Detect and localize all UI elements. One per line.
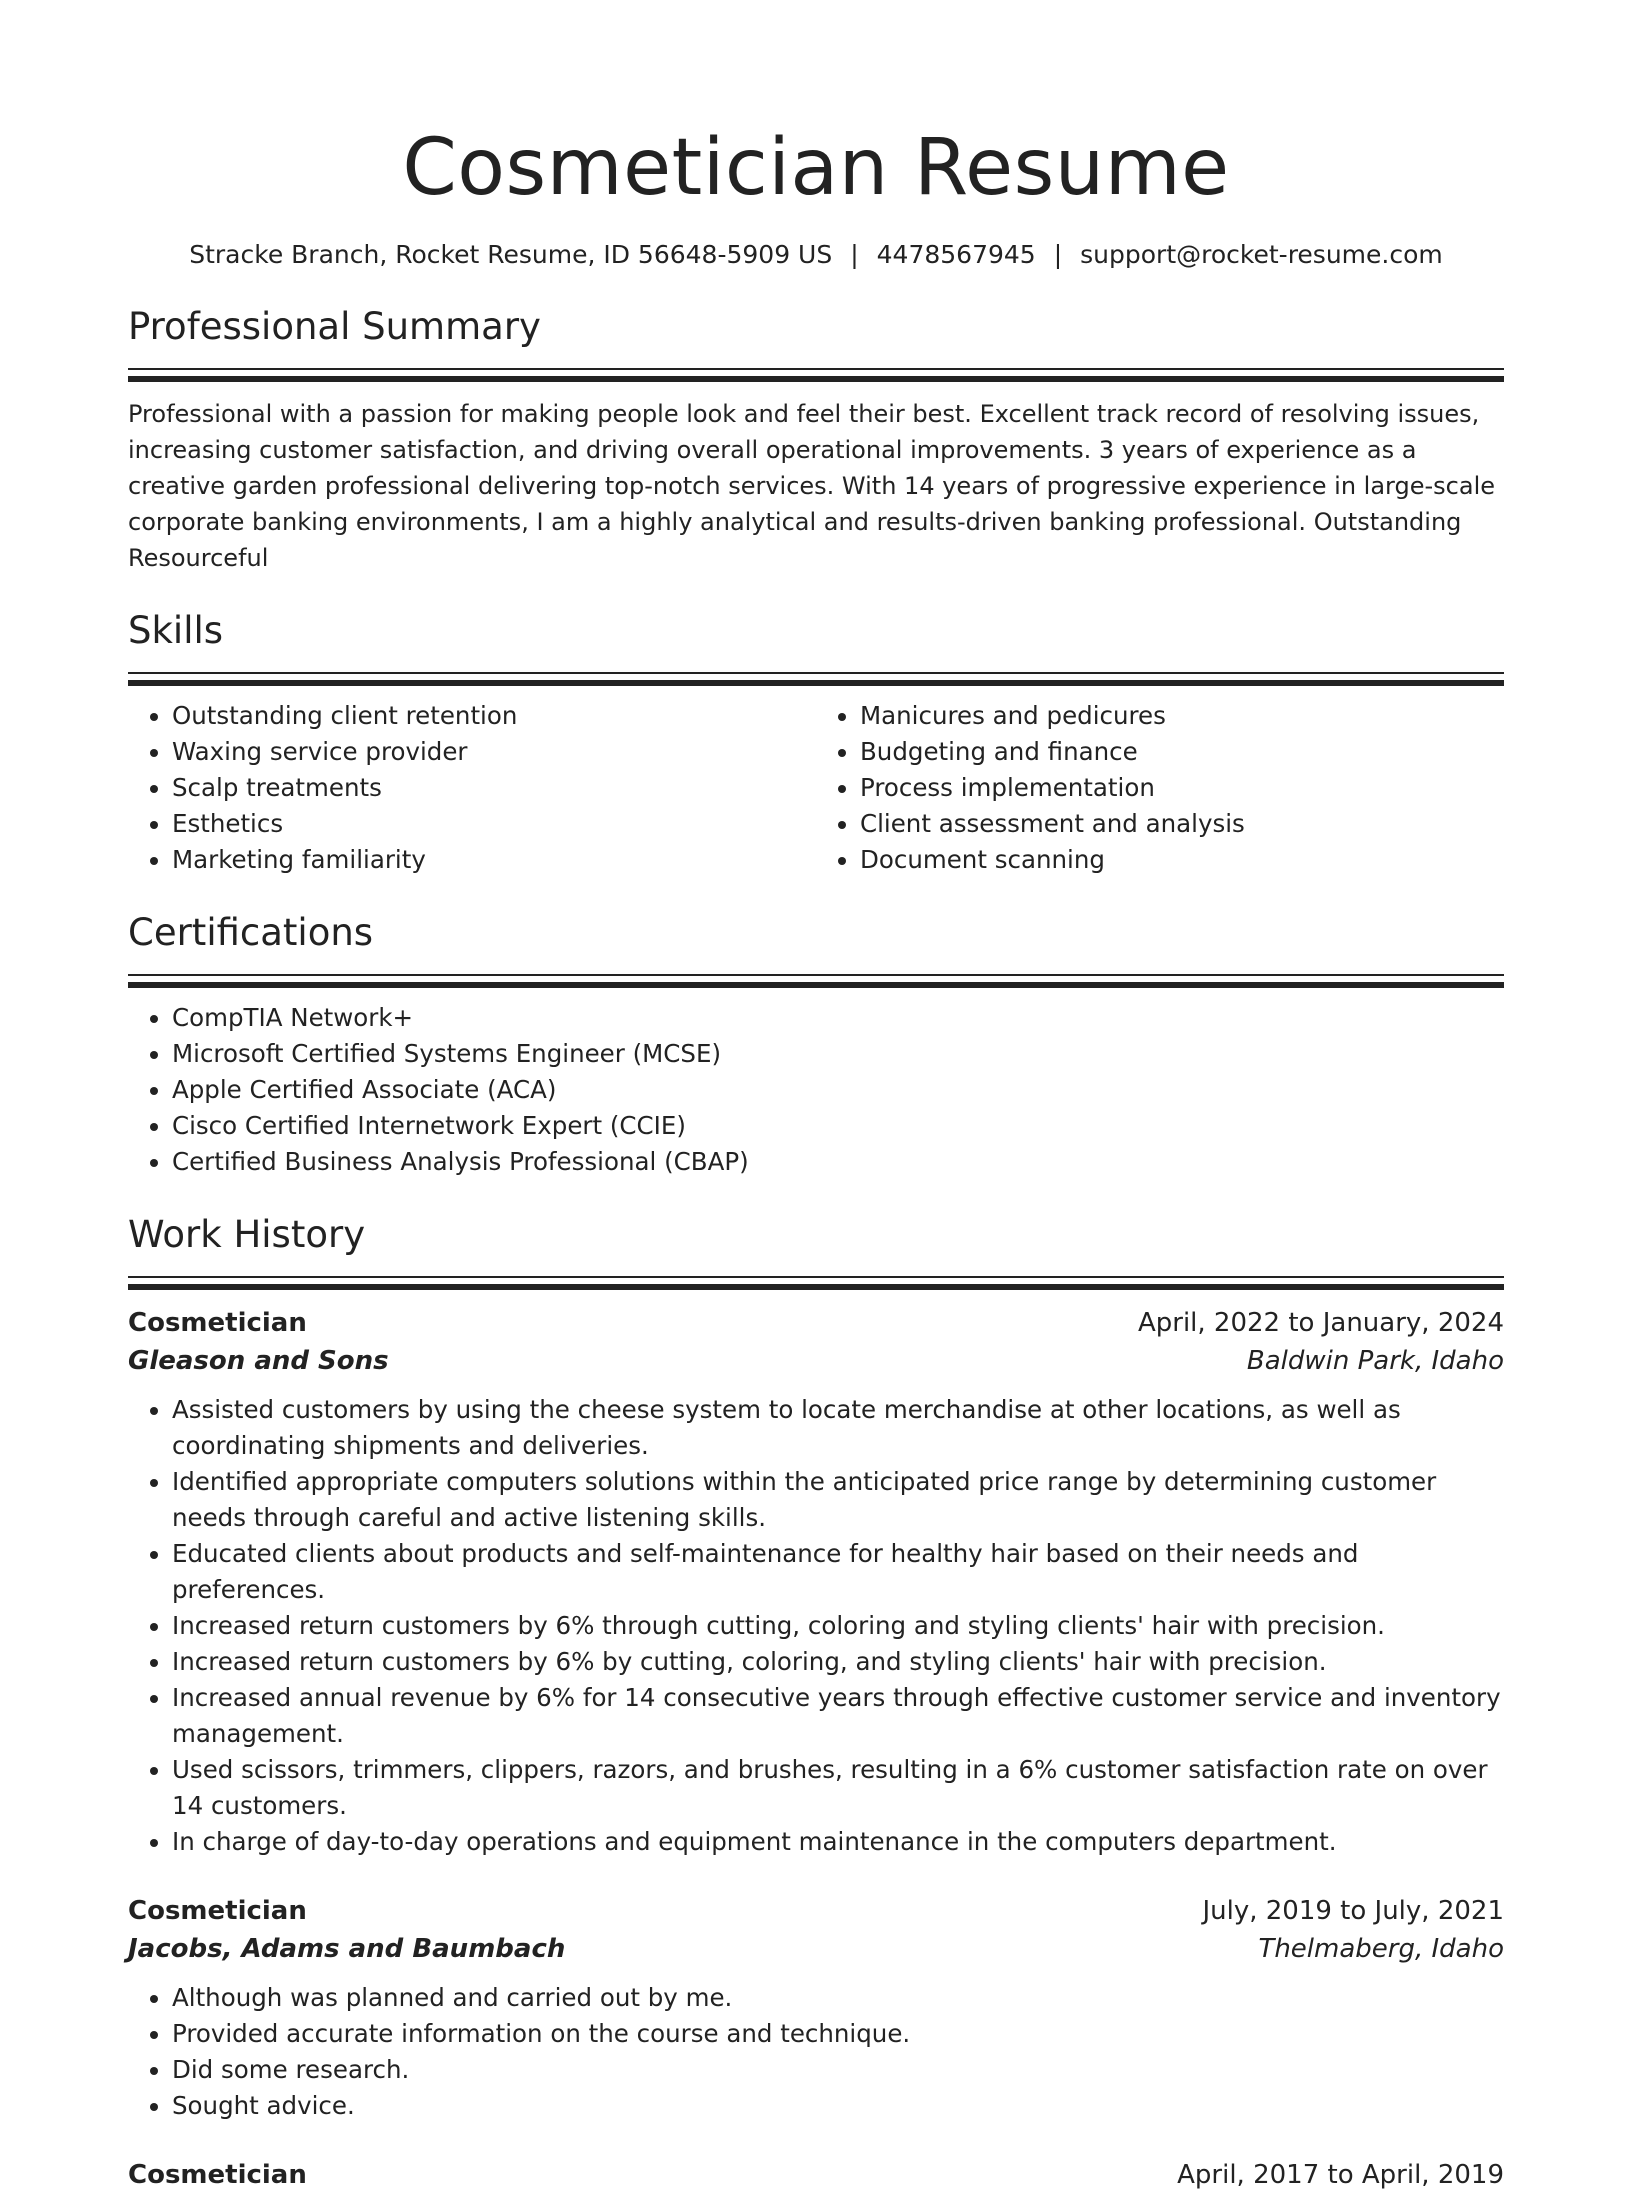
job-bullet: • Increased annual revenue by 6% for 14 consecutive years through effective customer service and inventory management. <box>172 1680 1504 1752</box>
job-location: Baldwin Park, Idaho <box>1246 1346 1504 1376</box>
job-bullet: • Did some research. <box>172 2052 1504 2088</box>
resume-title: Cosmetician Resume <box>402 123 1230 213</box>
certification-item: • Cisco Certified Internetwork Expert (CCIE) <box>172 1108 1504 1144</box>
contact-email: support@rocket-resume.com <box>1080 240 1443 269</box>
contact-separator: | <box>1053 240 1063 269</box>
job-bullet: • Identified appropriate computers solutions within the anticipated price range by determining customer needs through careful and active listening skills. <box>172 1464 1504 1536</box>
job-company-row <box>128 1930 1504 1968</box>
skills-section <box>128 606 1504 878</box>
job-title: Cosmetician <box>128 1308 307 1338</box>
skill-item: • Client assessment and analysis <box>860 806 1504 842</box>
skill-item: • Document scanning <box>860 842 1504 878</box>
summary-text: Professional with a passion for making people look and feel their best. Excellent track record of resolving issues, increasing customer satisfaction, and driving overall operational improvements. 3 years of experience as a creative garden professional delivering top-notch services. With 14 years of progressive experience in large-scale corporate banking environments, I am a highly analytical and results-driven banking professional. Outstanding Resourceful <box>128 400 1496 572</box>
job-company: Gleason and Sons <box>128 1346 389 1376</box>
certification-item: • CompTIA Network+ <box>172 1000 1504 1036</box>
job-bullet: • Increased return customers by 6% by cutting, coloring, and styling clients' hair with precision. <box>172 1644 1504 1680</box>
job-header-row <box>128 2156 1504 2194</box>
skill-item: • Budgeting and finance <box>860 734 1504 770</box>
certifications-heading: Certifications <box>128 911 374 954</box>
job-entry <box>128 2156 1504 2194</box>
job-bullet: • Provided accurate information on the course and technique. <box>172 2016 1504 2052</box>
job-location: Thelmaberg, Idaho <box>1258 1934 1504 1964</box>
job-header-row <box>128 1304 1504 1342</box>
job-bullet-list <box>128 1980 1504 2124</box>
job-bullet: • Sought advice. <box>172 2088 1504 2124</box>
certification-item: • Apple Certified Associate (ACA) <box>172 1072 1504 1108</box>
skill-item: • Outstanding client retention <box>172 698 816 734</box>
job-bullet: • Assisted customers by using the cheese system to locate merchandise at other locations, as well as coordinating shipments and deliveries. <box>172 1392 1504 1464</box>
skills-heading: Skills <box>128 609 224 652</box>
section-divider <box>128 368 1504 382</box>
certification-item: • Certified Business Analysis Professional (CBAP) <box>172 1144 1504 1180</box>
skill-item: • Esthetics <box>172 806 816 842</box>
job-header-row <box>128 1892 1504 1930</box>
contact-separator: | <box>850 240 859 269</box>
skill-item: • Process implementation <box>860 770 1504 806</box>
summary-heading: Professional Summary <box>128 305 541 348</box>
job-bullet: • Used scissors, trimmers, clippers, razors, and brushes, resulting in a 6% customer satisfaction rate on over 14 customers. <box>172 1752 1504 1824</box>
skill-item: • Manicures and pedicures <box>860 698 1504 734</box>
skills-list-left <box>128 698 816 878</box>
job-company-row <box>128 1342 1504 1380</box>
job-entry <box>128 1892 1504 2124</box>
job-dates: July, 2019 to July, 2021 <box>1202 1896 1504 1926</box>
certifications-list <box>128 1000 1504 1180</box>
skill-item: • Waxing service provider <box>172 734 816 770</box>
job-bullet: • In charge of day-to-day operations and equipment maintenance in the computers department. <box>172 1824 1504 1860</box>
job-bullet: • Increased return customers by 6% through cutting, coloring and styling clients' hair with precision. <box>172 1608 1504 1644</box>
work-history-heading: Work History <box>128 1213 366 1256</box>
certification-item: • Microsoft Certified Systems Engineer (MCSE) <box>172 1036 1504 1072</box>
section-divider <box>128 974 1504 988</box>
job-company: Jacobs, Adams and Baumbach <box>128 1934 566 1964</box>
contact-address: Stracke Branch, Rocket Resume, ID 56648-5909 US <box>189 240 833 269</box>
certifications-section <box>128 908 1504 1180</box>
skills-columns <box>128 698 1504 878</box>
job-dates: April, 2022 to January, 2024 <box>1137 1308 1504 1338</box>
job-bullet: • Although was planned and carried out by me. <box>172 1980 1504 2016</box>
summary-section <box>128 302 1504 576</box>
job-dates: April, 2017 to April, 2019 <box>1177 2160 1504 2190</box>
contact-line <box>128 238 1504 272</box>
job-title: Cosmetician <box>128 1896 307 1926</box>
job-entry <box>128 1304 1504 1860</box>
work-history-section <box>128 1210 1504 2194</box>
skill-item: • Scalp treatments <box>172 770 816 806</box>
skill-item: • Marketing familiarity <box>172 842 816 878</box>
section-divider <box>128 672 1504 686</box>
section-divider <box>128 1276 1504 1290</box>
job-bullet: • Educated clients about products and self-maintenance for healthy hair based on their needs and preferences. <box>172 1536 1504 1608</box>
contact-phone: 4478567945 <box>876 240 1036 269</box>
job-bullet-list <box>128 1392 1504 1860</box>
skills-list-right <box>816 698 1504 878</box>
job-title: Cosmetician <box>128 2160 307 2190</box>
